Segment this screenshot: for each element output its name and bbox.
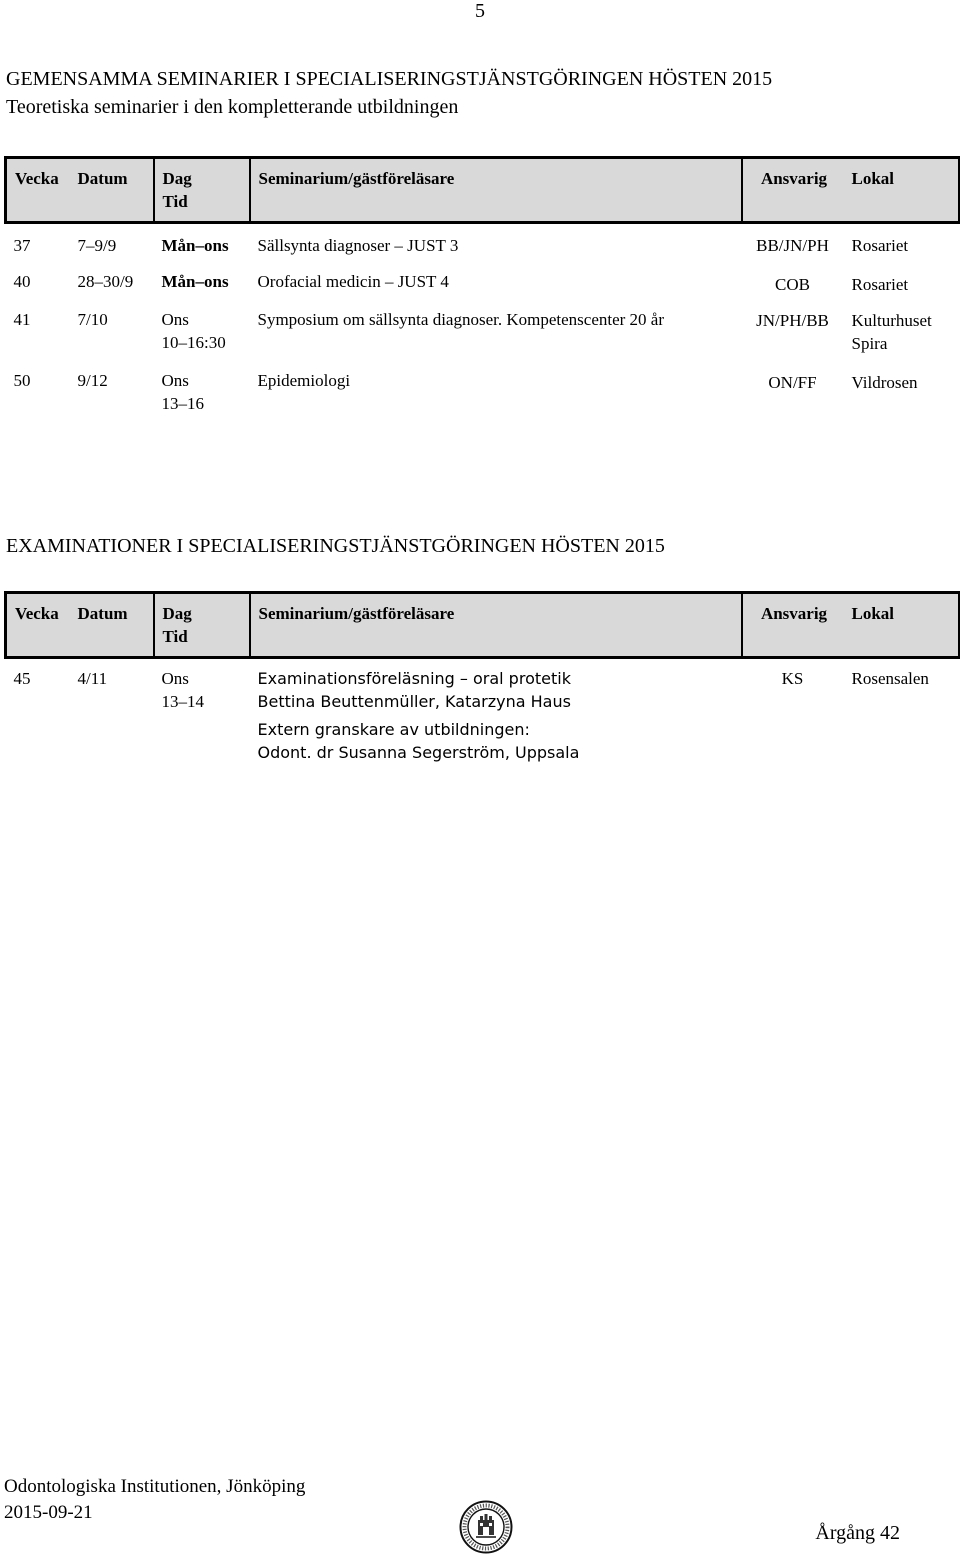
cell-dag-tid: [154, 296, 250, 358]
header-datum: Datum: [70, 593, 154, 658]
cell-seminarium: Sällsynta diagnoser – JUST 3: [257, 236, 459, 255]
exam-line-2: Bettina Beuttenmüller, Katarzyna Haus: [257, 692, 571, 711]
cell-vecka: 50: [13, 371, 31, 390]
cell-ansvarig: ON/FF: [768, 373, 817, 392]
table-row: [6, 223, 960, 262]
exams-title: EXAMINATIONER I SPECIALISERINGSTJÄNSTGÖRINGEN HÖSTEN 2015: [6, 535, 665, 557]
cell-ansvarig: KS: [781, 669, 804, 688]
header-vecka: Vecka: [6, 158, 70, 223]
exam-line-4: Odont. dr Susanna Segerström, Uppsala: [257, 743, 580, 762]
header-seminarium: Seminarium/gästföreläsare: [250, 593, 742, 658]
cell-seminarium: Orofacial medicin – JUST 4: [257, 272, 449, 291]
cell-datum: 4/11: [77, 669, 108, 688]
seminars-subtitle: Teoretiska seminarier i den kompletterande utbildningen: [6, 96, 459, 118]
cell-lokal: Rosensalen: [851, 669, 929, 688]
cell-datum: 7/10: [77, 310, 108, 329]
cell-lokal-line2: Spira: [851, 334, 888, 353]
page-number: 5: [475, 0, 485, 22]
header-tid: Tid: [162, 192, 188, 211]
cell-ansvarig: BB/JN/PH: [756, 236, 829, 255]
seminars-title: GEMENSAMMA SEMINARIER I SPECIALISERINGSTJÄNSTGÖRINGEN HÖSTEN 2015: [6, 68, 773, 90]
header-seminarium: Seminarium/gästföreläsare: [250, 158, 742, 223]
header-vecka: Vecka: [6, 593, 70, 658]
header-dag-tid: [154, 593, 250, 658]
header-dag: Dag: [162, 169, 192, 188]
cell-lokal: [844, 296, 960, 358]
cell-dag-tid: [154, 658, 250, 765]
cell-lokal: Rosariet: [851, 275, 909, 294]
cell-vecka: 41: [13, 310, 31, 329]
exams-header-row: [6, 593, 960, 658]
table-row: [6, 296, 960, 358]
cell-ansvarig: JN/PH/BB: [756, 311, 829, 330]
cell-tid: 10–16:30: [161, 333, 226, 352]
cell-vecka: 37: [13, 236, 31, 255]
header-dag: Dag: [162, 604, 192, 623]
exams-table: [4, 591, 960, 764]
university-seal-icon: [459, 1500, 513, 1559]
exam-line-3: Extern granskare av utbildningen:: [257, 720, 530, 739]
cell-seminarium: Symposium om sällsynta diagnoser. Kompetenscenter 20 år: [257, 310, 665, 329]
header-datum: Datum: [70, 158, 154, 223]
header-ansvarig: Ansvarig: [742, 593, 844, 658]
table-row: [6, 658, 960, 765]
footer-institution: Odontologiska Institutionen, Jönköping: [4, 1476, 306, 1497]
cell-lokal: Vildrosen: [851, 373, 918, 392]
exam-line-1: Examinationsföreläsning – oral protetik: [257, 669, 571, 688]
cell-lokal-line1: Kulturhuset: [851, 311, 932, 330]
cell-dag: Ons: [161, 371, 189, 390]
cell-vecka: 45: [13, 669, 31, 688]
table-row: [6, 358, 960, 419]
header-dag-tid: [154, 158, 250, 223]
cell-datum: 7–9/9: [77, 236, 117, 255]
cell-ansvarig: COB: [775, 275, 810, 294]
cell-dag: Mån–ons: [161, 236, 229, 255]
header-lokal: Lokal: [844, 593, 960, 658]
volume-label: Årgång 42: [815, 1522, 900, 1544]
cell-seminarium: Epidemiologi: [257, 371, 351, 390]
table-row: [6, 261, 960, 296]
cell-seminarium: [250, 658, 742, 765]
header-tid: Tid: [162, 627, 188, 646]
seminars-header-row: [6, 158, 960, 223]
seminars-table: [4, 156, 960, 419]
cell-dag: Mån–ons: [161, 272, 229, 291]
cell-datum: 9/12: [77, 371, 108, 390]
cell-tid: 13–16: [161, 394, 204, 413]
cell-dag: Ons: [161, 669, 189, 688]
cell-vecka: 40: [13, 272, 31, 291]
header-ansvarig: Ansvarig: [742, 158, 844, 223]
cell-dag: Ons: [161, 310, 189, 329]
cell-datum: 28–30/9: [77, 272, 134, 291]
header-lokal: Lokal: [844, 158, 960, 223]
cell-lokal: Rosariet: [851, 236, 909, 255]
footer-date: 2015-09-21: [4, 1502, 93, 1523]
cell-dag-tid: [154, 358, 250, 419]
cell-tid: 13–14: [161, 692, 204, 711]
